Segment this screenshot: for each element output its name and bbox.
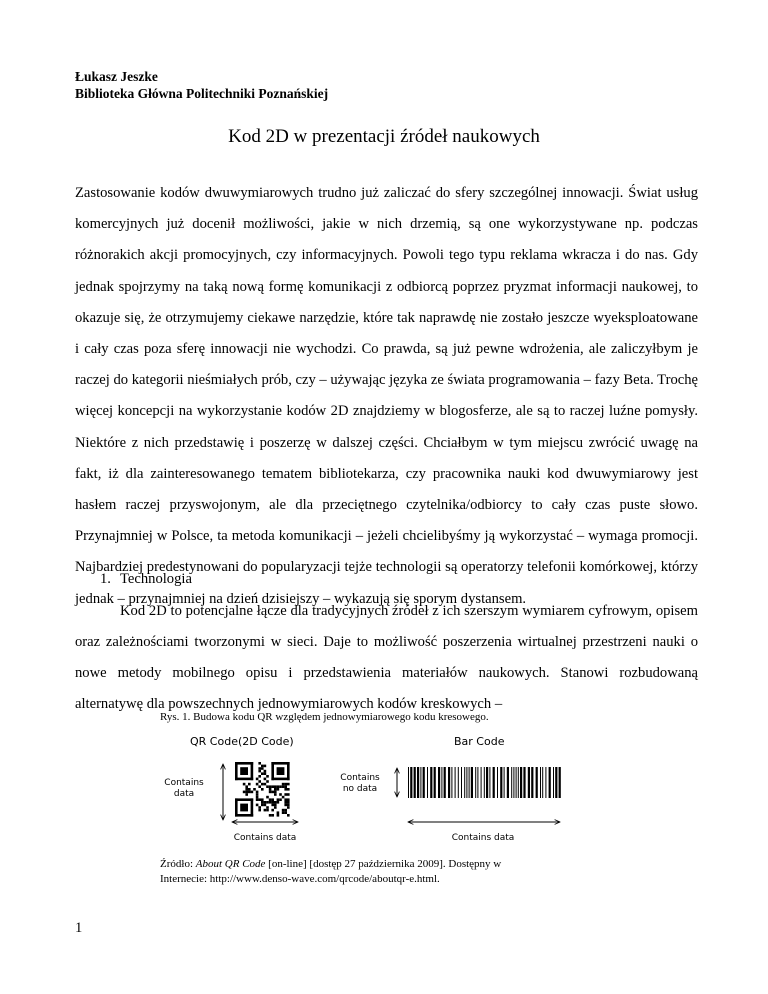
barcode-bar — [507, 767, 509, 798]
qr-module — [274, 785, 277, 788]
qr-module — [243, 783, 246, 786]
barcode-bar — [458, 767, 459, 798]
barcode-bar — [523, 767, 525, 798]
qr-module — [271, 785, 274, 788]
qr-code-image — [235, 762, 290, 817]
barcode-bar — [553, 767, 554, 798]
document-title: Kod 2D w prezentacji źródeł naukowych — [228, 126, 540, 147]
qr-module — [245, 785, 248, 788]
barcode-bar — [520, 767, 522, 798]
qr-module — [243, 791, 246, 794]
qr-module — [279, 798, 282, 801]
barcode-bar — [555, 767, 557, 798]
qr-module — [261, 772, 264, 775]
qr-finder-module — [240, 804, 248, 812]
qr-module — [287, 793, 290, 796]
qr-finder-module — [277, 767, 285, 775]
qr-module — [248, 788, 251, 791]
source-prefix: Źródło: — [160, 858, 196, 870]
qr-module — [279, 785, 282, 788]
qr-finder-module — [251, 762, 254, 780]
qr-module — [277, 814, 280, 817]
barcode-bar — [423, 767, 425, 798]
barcode-bar — [469, 767, 470, 798]
qr-module — [277, 788, 280, 791]
barcode-bar — [466, 767, 467, 798]
barcode-bar — [430, 767, 432, 798]
barcode-bar — [528, 767, 530, 798]
barcode-bar — [516, 767, 517, 798]
qr-finder-module — [235, 762, 238, 780]
barcode-bottom-label: Contains data — [451, 833, 515, 843]
barcode-side-label-1: Contains — [340, 773, 380, 783]
qr-module — [274, 788, 277, 791]
barcode-bar — [410, 767, 412, 798]
intro-paragraph: Zastosowanie kodów dwuwymiarowych trudno już zaliczać do sfery szczególnej innowacji. Świat usług komercyjnych już docenił możliwości, jakie w nich drzemią, są one wykorzystywane np. podczas różnorakich akcji promocyjnych, czy informacyjnych. Powoli tego typu reklama wkracza i do nas. Gdy jednak spojrzymy na taką nową formę komunikacji z odbiorcą poprzez pryzmat informacji naukowej, to okazuje się, że otrzymujemy ciekawe narzędzie, które tak naprawdę nie zostało jeszcze wyeksploatowane i cały czas poza sferę innowacji nie wychodzi. Co prawda, są już pewne wdrożenia, ale zaliczyłbym je raczej do kategorii nieśmiałych prób, czy – używając języka ze świata programowania – fazy Beta. Trochę więcej koncepcji na wykorzystanie kodów 2D znajdziemy w blogosferze, ale są to raczej luźne pomysły. Niektóre z nich przedstawię i poszerzę w dalszej części. Chciałbym w tym miejscu zwrócić uwagę na fakt, iż dla zainteresowanego tematem bibliotekarza, czy pracownika nauki kod dwuwymiarowy jest hasłem raczej przyswojonym, ale dla przeciętnego czytelnika/odbiorcy to cały czas puste słowo. Przynajmniej w Polsce, ta metoda komunikacji – jeżeli chcielibyśmy ją wykorzystać – wymaga promocji. Najbardziej predestynowani do popularyzacji tejże technologii są operatorzy telefonii komórkowej, którzy jednak – przynajmniej na dzień dzisiejszy – wykazują się sporym dystansem. — [75, 185, 698, 607]
qr-module — [269, 814, 272, 817]
barcode-bar — [497, 767, 498, 798]
qr-module — [248, 783, 251, 786]
qr-finder-module — [251, 798, 254, 816]
qr-module — [261, 804, 264, 807]
qr-module — [284, 801, 287, 804]
qr-finder-module — [235, 814, 253, 817]
section-number: 1. — [100, 571, 111, 587]
qr-module — [258, 806, 261, 809]
qr-module — [282, 811, 285, 814]
qr-finder-module — [235, 762, 253, 765]
qr-module — [287, 801, 290, 804]
qr-module — [266, 775, 269, 778]
barcode-bar — [427, 767, 428, 798]
qr-module — [266, 780, 269, 783]
qr-module — [264, 809, 267, 812]
barcode-bar — [545, 767, 546, 798]
barcode-bar — [536, 767, 538, 798]
qr-module — [284, 785, 287, 788]
author-name: Łukasz Jeszke — [75, 69, 158, 84]
qr-finder-module — [271, 778, 289, 781]
qr-module — [266, 809, 269, 812]
qr-module — [261, 798, 264, 801]
barcode-bar — [542, 767, 543, 798]
qr-module — [282, 809, 285, 812]
qr-module — [274, 801, 277, 804]
qr-module — [274, 791, 277, 794]
qr-module — [245, 793, 248, 796]
barcode-image — [408, 767, 561, 798]
barcode-bar — [475, 767, 476, 798]
qr-module — [264, 778, 267, 781]
qr-module — [253, 788, 256, 791]
barcode-bar — [486, 767, 488, 798]
barcode-bar — [455, 767, 456, 798]
qr-module — [271, 801, 274, 804]
qr-finder-module — [240, 767, 248, 775]
barcode-bar — [461, 767, 462, 798]
qr-module — [264, 770, 267, 773]
qr-module — [271, 809, 274, 812]
barcode-bar — [513, 767, 514, 798]
barcode-bar — [518, 767, 519, 798]
qr-module — [264, 783, 267, 786]
barcode-bar — [540, 767, 541, 798]
qr-module — [282, 785, 285, 788]
qr-finder-module — [287, 762, 290, 780]
qr-module — [269, 788, 272, 791]
qr-module — [271, 791, 274, 794]
source-url-line: Internecie: http://www.denso-wave.com/qrcode/aboutqr-e.html. — [160, 873, 440, 885]
qr-module — [279, 793, 282, 796]
qr-module — [282, 796, 285, 799]
barcode-bar — [531, 767, 533, 798]
barcode-title: Bar Code — [454, 735, 505, 748]
qr-module — [271, 814, 274, 817]
barcode-bar — [444, 767, 446, 798]
qr-module — [284, 809, 287, 812]
qr-module — [269, 798, 272, 801]
qr-finder-module — [271, 762, 274, 780]
qr-module — [251, 791, 254, 794]
qr-module — [245, 791, 248, 794]
qr-module — [274, 793, 277, 796]
qr-module — [258, 770, 261, 773]
barcode-bar — [471, 767, 473, 798]
qr-module — [287, 798, 290, 801]
figure-caption: Rys. 1. Budowa kodu QR względem jednowymiarowego kodu kresowego. — [160, 711, 489, 723]
qr-finder-module — [235, 778, 253, 781]
barcode-bar — [504, 767, 505, 798]
qr-module — [264, 772, 267, 775]
qr-module — [256, 791, 259, 794]
qr-module — [258, 767, 261, 770]
section-heading — [100, 571, 192, 588]
qr-module — [284, 811, 287, 814]
qr-module — [258, 785, 261, 788]
qr-side-label-1: Contains — [164, 778, 204, 788]
qr-module — [266, 801, 269, 804]
barcode-bar — [559, 767, 561, 798]
barcode-bar — [493, 767, 495, 798]
barcode-bar — [438, 767, 440, 798]
qr-module — [284, 804, 287, 807]
qr-module — [269, 785, 272, 788]
qr-bottom-label: Contains data — [233, 833, 297, 843]
qr-module — [287, 806, 290, 809]
qr-module — [287, 788, 290, 791]
barcode-bar — [511, 767, 512, 798]
qr-title: QR Code(2D Code) — [190, 735, 294, 748]
qr-module — [256, 793, 259, 796]
qr-module — [261, 765, 264, 768]
qr-module — [266, 796, 269, 799]
section-title: Technologia — [120, 571, 192, 587]
barcode-bar — [484, 767, 485, 798]
qr-module — [256, 804, 259, 807]
qr-module — [269, 801, 272, 804]
figure-source — [160, 857, 620, 887]
qr-module — [264, 801, 267, 804]
qr-module — [258, 798, 261, 801]
qr-module — [277, 811, 280, 814]
qr-module — [287, 814, 290, 817]
qr-module — [284, 783, 287, 786]
qr-module — [248, 791, 251, 794]
qr-module — [282, 783, 285, 786]
qr-module — [256, 778, 259, 781]
qr-module — [245, 788, 248, 791]
qr-module — [261, 801, 264, 804]
qr-vs-barcode-figure — [160, 730, 600, 848]
qr-module — [258, 775, 261, 778]
section-paragraph: Kod 2D to potencjalne łącze dla tradycyjnych źródeł z ich szerszym wymiarem cyfrowym, opisem oraz zależnościami tworzonymi w sieci. Daje to możliwość poszerzenia wirtualnej przestrzeni nauki o nowe metody mobilnego opisu i przedstawienia materiałów naukowych. Stanowi rozbudowaną alternatywę dla powszechnych jednowymiarowych kodów kreskowych – — [75, 603, 698, 712]
qr-module — [256, 798, 259, 801]
page-number: 1 — [75, 920, 83, 936]
barcode-bar — [477, 767, 478, 798]
barcode-bar — [549, 767, 551, 798]
qr-module — [258, 780, 261, 783]
qr-module — [264, 765, 267, 768]
barcode-bar — [489, 767, 490, 798]
author-institution: Biblioteka Główna Politechniki Poznańskiej — [75, 86, 329, 101]
barcode-bar — [441, 767, 442, 798]
barcode-bar — [448, 767, 450, 798]
barcode-bar — [414, 767, 416, 798]
qr-module — [261, 767, 264, 770]
source-title: About QR Code — [195, 858, 266, 870]
qr-finder-module — [271, 762, 289, 765]
qr-module — [271, 798, 274, 801]
qr-module — [271, 804, 274, 807]
qr-module — [258, 762, 261, 765]
qr-module — [258, 809, 261, 812]
qr-module — [274, 806, 277, 809]
barcode-bar — [420, 767, 421, 798]
qr-side-label-2: data — [173, 789, 195, 799]
barcode-bar — [417, 767, 419, 798]
qr-module — [287, 804, 290, 807]
qr-module — [284, 798, 287, 801]
qr-module — [266, 806, 269, 809]
qr-module — [274, 804, 277, 807]
qr-module — [256, 783, 259, 786]
qr-module — [277, 785, 280, 788]
qr-module — [261, 783, 264, 786]
qr-module — [277, 798, 280, 801]
source-details: [on-line] [dostęp 27 października 2009]. Dostępny w — [265, 858, 502, 870]
qr-finder-module — [235, 798, 238, 816]
barcode-bar — [481, 767, 482, 798]
qr-module — [266, 785, 269, 788]
qr-module — [264, 804, 267, 807]
author-block — [75, 68, 328, 102]
qr-module — [269, 791, 272, 794]
barcode-bar — [434, 767, 436, 798]
barcode-bar — [451, 767, 452, 798]
qr-module — [284, 788, 287, 791]
qr-finder-module — [235, 798, 253, 801]
qr-module — [256, 796, 259, 799]
barcode-side-label-2: no data — [342, 784, 378, 794]
qr-module — [284, 793, 287, 796]
qr-module — [277, 801, 280, 804]
barcode-bar — [464, 767, 465, 798]
barcode-bar — [500, 767, 502, 798]
qr-module — [261, 788, 264, 791]
qr-module — [287, 783, 290, 786]
barcode-bar — [408, 767, 409, 798]
